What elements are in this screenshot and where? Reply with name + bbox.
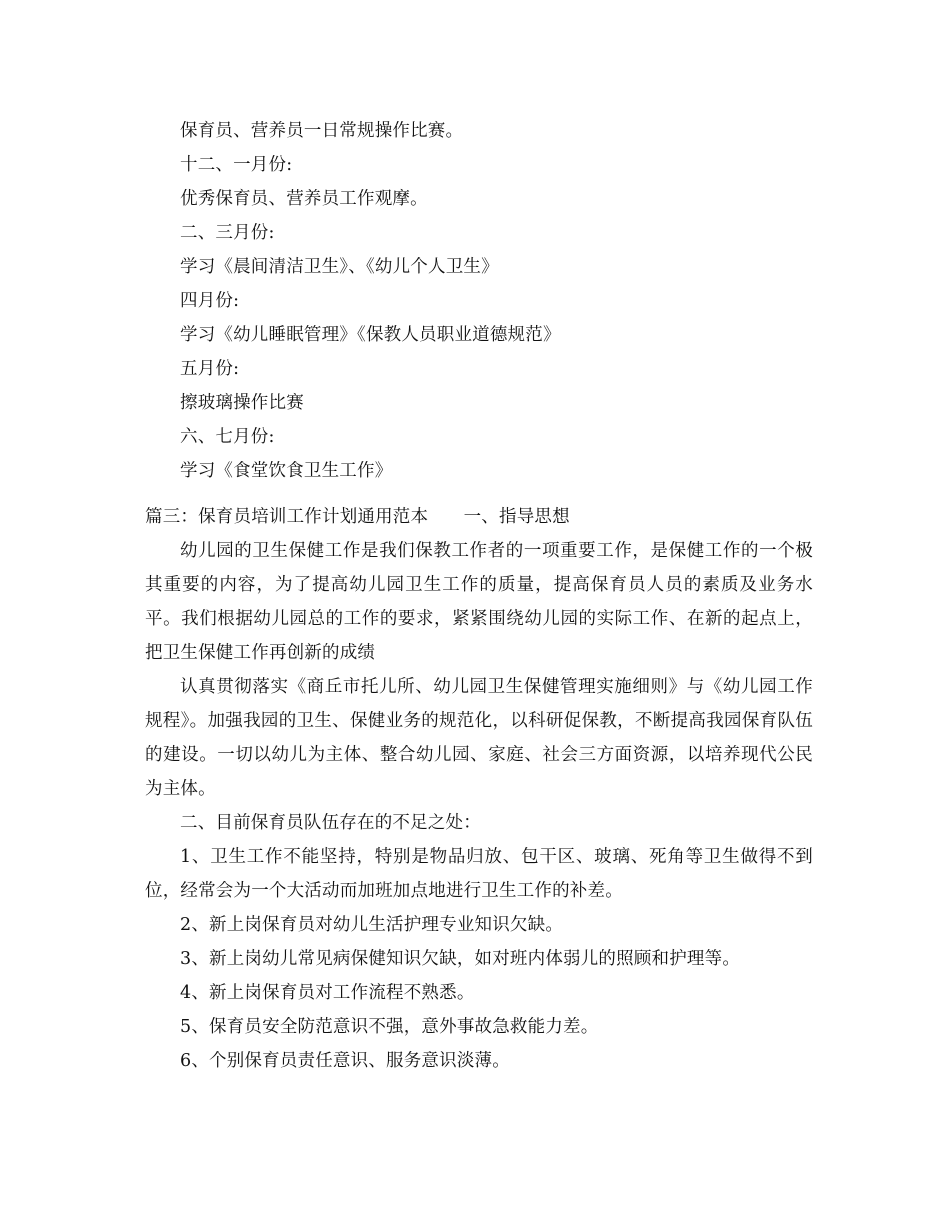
body-paragraph: 1、卫生工作不能坚持，特别是物品归放、包干区、玻璃、死角等卫生做得不到位，经常会为一个大活动而加班加点地进行卫生工作的补差。 — [145, 847, 813, 901]
body-paragraph: 二、目前保育员队伍存在的不足之处： — [180, 813, 481, 833]
monthly-plan-list — [145, 114, 813, 488]
plan-line: 四月份: — [180, 291, 240, 311]
body-paragraph: 幼儿园的卫生保健工作是我们保教工作者的一项重要工作，是保健工作的一个极其重要的内容，为了提高幼儿园卫生工作的质量，提高保育员人员的素质及业务水平。我们根据幼儿园总的工作的要求，紧紧围绕幼儿园的实际工作、在新的起点上，把卫生保健工作再创新的成绩 — [145, 541, 813, 663]
plan-line: 优秀保育员、营养员工作观摩。 — [180, 189, 428, 209]
plan-line: 学习《食堂饮食卫生工作》 — [180, 461, 393, 481]
plan-line: 学习《幼儿睡眠管理》《保教人员职业道德规范》 — [180, 325, 561, 345]
plan-line: 六、七月份: — [180, 427, 275, 447]
body-paragraphs — [145, 534, 813, 1078]
plan-line: 保育员、营养员一日常规操作比赛。 — [180, 121, 464, 141]
plan-line: 十二、一月份: — [180, 155, 293, 175]
body-paragraph: 5、保育员安全防范意识不强，意外事故急救能力差。 — [180, 1017, 599, 1037]
section-heading: 篇三：保育员培训工作计划通用范本 一、指导思想 — [145, 507, 570, 527]
body-paragraph: 6、个别保育员责任意识、服务意识淡薄。 — [180, 1051, 510, 1071]
body-paragraph: 3、新上岗幼儿常见病保健知识欠缺，如对班内体弱儿的照顾和护理等。 — [180, 949, 741, 969]
body-paragraph: 认真贯彻落实《商丘市托儿所、幼儿园卫生保健管理实施细则》与《幼儿园工作规程》。加强我园的卫生、保健业务的规范化，以科研促保教，不断提高我园保育队伍的建设。一切以幼儿为主体、整合幼儿园、家庭、社会三方面资源，以培养现代公民为主体。 — [145, 677, 813, 799]
plan-line: 二、三月份: — [180, 223, 275, 243]
body-paragraph: 2、新上岗保育员对幼儿生活护理专业知识欠缺。 — [180, 915, 564, 935]
plan-line: 学习《晨间清洁卫生》、《幼儿个人卫生》 — [180, 257, 499, 277]
plan-line: 擦玻璃操作比赛 — [180, 393, 304, 413]
section-heading-block — [145, 500, 813, 534]
plan-line: 五月份: — [180, 359, 240, 379]
body-paragraph: 4、新上岗保育员对工作流程不熟悉。 — [180, 983, 475, 1003]
